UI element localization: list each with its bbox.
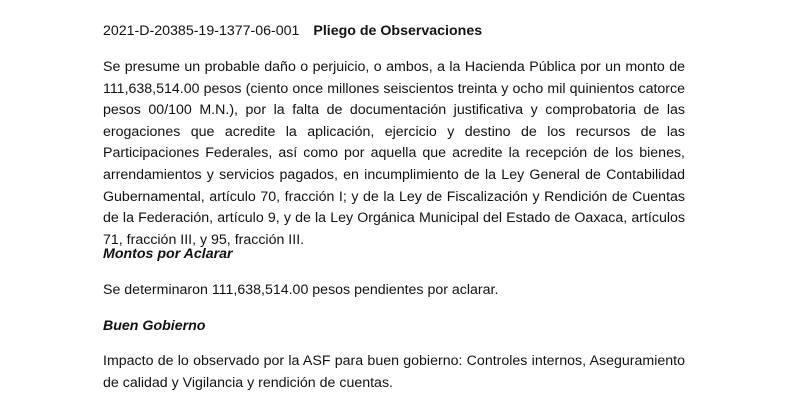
observation-header xyxy=(103,22,482,40)
section-heading-montos: Montos por Aclarar xyxy=(103,246,233,262)
observation-code: 2021-D-20385-19-1377-06-001 xyxy=(103,23,300,39)
montos-paragraph: Se determinaron 111,638,514.00 pesos pendientes por aclarar. xyxy=(103,282,499,298)
section-heading-buen-gobierno: Buen Gobierno xyxy=(103,318,206,334)
observation-title: Pliego de Observaciones xyxy=(313,23,483,39)
observation-description: Se presume un probable daño o perjuicio, o ambos, a la Hacienda Pública por un monto de 111,638,514.00 pesos (ciento once millones seiscientos treinta y ocho mil quinientos catorce pesos 00/100 M.N.), por la falta de documentación justificativa y comprobatoria de las erogaciones que acredite la aplicación, ejercicio y destino de los recursos de las Participaciones Federales, así como por aquella que acredite la recepción de los bienes, arrendamientos y servicios pagados, en incumplimiento de la Ley General de Contabilidad Gubernamental, artículo 70, fracción I; y de la Ley de Fiscalización y Rendición de Cuentas de la Federación, artículo 9, y de la Ley Orgánica Municipal del Estado de Oaxaca, artículos 71, fracción III, y 95, fracción III. xyxy=(103,59,685,248)
buen-gobierno-paragraph: Impacto de lo observado por la ASF para buen gobierno: Controles internos, Aseguramiento de calidad y Vigilancia y rendición de cuentas. xyxy=(103,353,685,391)
